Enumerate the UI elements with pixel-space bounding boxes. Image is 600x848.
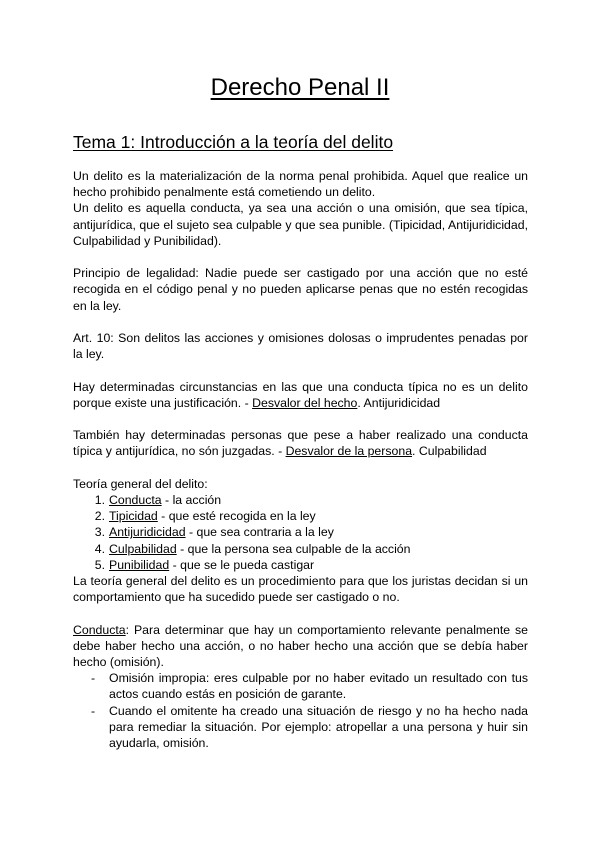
list-item <box>73 670 528 702</box>
list-term: Conducta <box>109 492 162 507</box>
text-span: . Antijuridicidad <box>357 395 441 410</box>
list-number: 2. <box>94 509 105 524</box>
underlined-term-desvalor-hecho: Desvalor del hecho <box>252 395 358 410</box>
text-span: También hay determinadas personas que pese a haber realizado una conducta típica y antijurídica, no són juzgadas. - <box>73 428 528 459</box>
list-item <box>73 508 528 524</box>
list-number: 1. <box>94 492 105 507</box>
underlined-term-conducta: Conducta <box>73 622 126 637</box>
list-text: Cuando el omitente ha creado una situación de riesgo y no ha hecho nada para remediar la situación. Por ejemplo: atropellar a una persona y huir sin ayudarla, omisión. <box>109 703 528 751</box>
list-item <box>73 541 528 557</box>
paragraph-justificacion <box>73 379 528 411</box>
list-term: Tipicidad <box>109 509 158 524</box>
omission-list <box>73 670 528 751</box>
theory-heading: Teoría general del delito: <box>73 476 208 491</box>
list-term: Punibilidad <box>109 557 170 572</box>
dash-bullet: - <box>91 703 96 718</box>
list-desc: - que se le pueda castigar <box>169 557 315 572</box>
paragraph-delito-definition: Un delito es la materialización de la norma penal prohibida. Aquel que realice un hecho prohibido penalmente está cometiendo un delito. <box>73 169 528 200</box>
underlined-term-desvalor-persona: Desvalor de la persona <box>285 444 413 459</box>
list-item <box>73 557 528 573</box>
paragraph-culpabilidad <box>73 427 528 459</box>
section-heading: Tema 1: Introducción a la teoría del delito <box>73 132 394 152</box>
list-number: 3. <box>94 525 105 540</box>
list-number: 5. <box>94 557 105 572</box>
list-number: 4. <box>94 541 105 556</box>
list-item <box>73 524 528 540</box>
document-body <box>73 168 528 751</box>
text-span: Hay determinadas circunstancias en las que una conducta típica no es un delito porque existe una justificación. - <box>73 379 528 410</box>
list-desc: - que sea contraria a la ley <box>185 525 334 540</box>
list-item <box>73 703 528 752</box>
paragraph-art-10: Art. 10: Son delitos las acciones y omisiones dolosas o imprudentes penadas por la ley. <box>73 331 528 362</box>
list-desc: - que esté recogida en la ley <box>157 509 316 524</box>
paragraph-conducta <box>73 622 528 671</box>
paragraph-delito-elements: Un delito es aquella conducta, ya sea una acción o una omisión, que sea típica, antijurídica, que el sujeto sea culpable y que sea punible. (Tipicidad, Antijuridicidad, Culpabilidad y Punibilidad). <box>73 201 528 248</box>
theory-list <box>73 492 528 573</box>
list-text: Omisión impropia: eres culpable por no haber evitado un resultado con tus actos cuando estás en posición de garante. <box>109 671 528 702</box>
list-desc: - que la persona sea culpable de la acción <box>176 541 411 556</box>
list-desc: - la acción <box>161 492 222 507</box>
list-item <box>73 492 528 508</box>
list-term: Culpabilidad <box>109 541 177 556</box>
text-span: : Para determinar que hay un comportamiento relevante penalmente se debe haber hecho una acción, o no haber hecho una acción que se debía haber hecho (omisión). <box>73 622 528 669</box>
dash-bullet: - <box>91 671 96 686</box>
document-title: Derecho Penal II <box>210 74 390 101</box>
paragraph-principio-legalidad: Principio de legalidad: Nadie puede ser castigado por una acción que no esté recogida en el código penal y no pueden aplicarse penas que no estén recogidas en la ley. <box>73 266 528 313</box>
text-span: . Culpabilidad <box>412 444 487 459</box>
list-term: Antijuridicidad <box>109 525 186 540</box>
theory-summary: La teoría general del delito es un procedimiento para que los juristas decidan si un comportamiento que ha sucedido puede ser castigado o no. <box>73 574 528 605</box>
